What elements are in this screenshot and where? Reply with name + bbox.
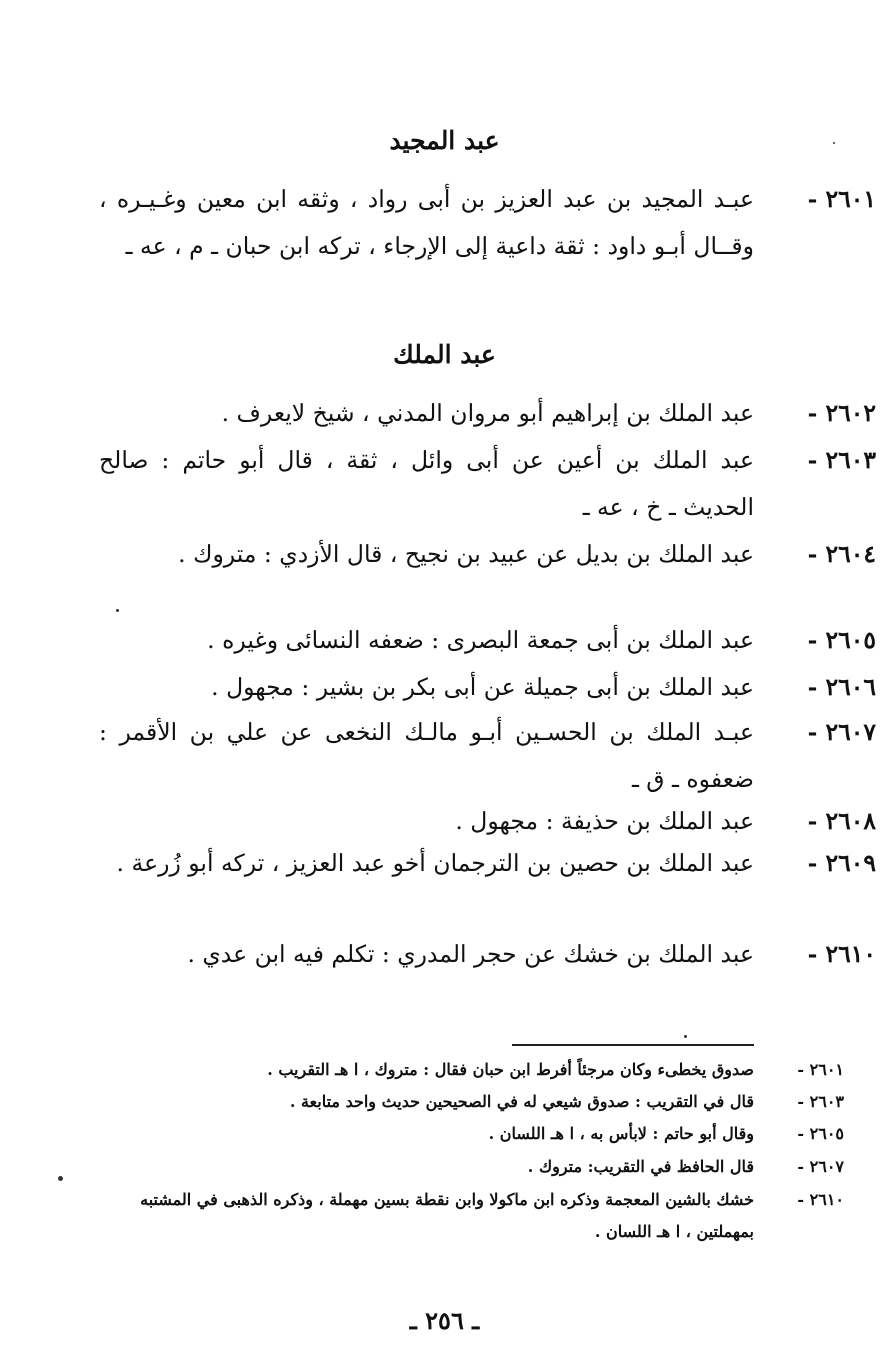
section-heading-abd-al-malik: عبد الملك [393,340,496,369]
entry-number: ٢٦١٠ - [807,940,876,968]
footnote-text: صدوق يخطىء وكان مرجئاً أفرط ابن حبان فقال : متروك ، ا هـ التقريب . [267,1060,754,1079]
entry-number: ٢٦٠٣ - [807,446,876,474]
footnote-2605 [124,1118,844,1150]
footnote-text: خشك بالشين المعجمة وذكره ابن ماكولا وابن نقطة بسين مهملة ، وذكره الذهبى في المشتبه بمهملتين ، ا هـ اللسان . [140,1190,754,1241]
entry-text: عبد الملك بن أعين عن أبى وائل ، ثقة ، قال أبو حاتم : صالح الحديث ـ خ ، عه ـ [99,446,754,521]
entry-2609 [99,840,876,887]
footnote-2607 [124,1151,844,1183]
entry-2608 [99,798,876,845]
footnote-text: قال الحافظ في التقريب: متروك . [527,1157,754,1176]
entry-number: ٢٦٠٨ - [807,807,876,835]
entry-text: عبد الملك بن حذيفة : مجهول . [455,807,754,835]
entry-2603 [99,437,876,531]
entry-2610 [99,931,876,978]
entry-text: عبد الملك بن خشك عن حجر المدري : تكلم فيه ابن عدي . [187,940,754,968]
entry-2606 [99,664,876,711]
scan-speck [58,1176,63,1181]
page-number: ـ ٢٥٦ ـ [409,1306,480,1335]
entry-text: عبـد المجيد بن عبد العزيز بن أبى رواد ، وثقه ابن معين وغـيـره ، وقــال أبـو داود : ثقة داعية إلى الإرجاء ، تركه ابن حبان ـ م ، عه ـ [99,185,754,260]
entry-number: ٢٦٠٤ - [807,540,876,568]
entry-number: ٢٦٠٦ - [807,673,876,701]
entry-text: عبـد الملك بن الحسـين أبـو مالـك النخعى عن علي بن الأقمر : ضعفوه ـ ق ـ [99,718,754,793]
entry-text: عبد الملك بن إبراهيم أبو مروان المدني ، شيخ لايعرف . [221,399,754,427]
entry-2604 [99,531,876,578]
footnote-number: ٢٦١٠ - [797,1190,844,1209]
footnote-number: ٢٦٠٣ - [797,1092,844,1111]
entry-2602 [99,390,876,437]
entry-2607 [99,709,876,803]
footnote-2610 [124,1184,844,1248]
footnote-text: قال في التقريب : صدوق شيعي له في الصحيحين حديث واحد متابعة . [289,1092,754,1111]
entry-text: عبد الملك بن حصين بن الترجمان أخو عبد العزيز ، تركه أبو زُرعة . [116,849,754,877]
footnote-number: ٢٦٠٥ - [797,1124,844,1143]
entry-number: ٢٦٠٧ - [807,718,876,746]
footnote-2601 [124,1054,844,1086]
entry-2601 [99,176,876,270]
entry-number: ٢٦٠١ - [807,185,876,213]
scan-speck [684,1035,687,1038]
footnote-number: ٢٦٠١ - [797,1060,844,1079]
footnote-text: وقال أبو حاتم : لابأس به ، ا هـ اللسان . [488,1124,754,1143]
footnote-2603 [124,1086,844,1118]
entry-text: عبد الملك بن أبى جميلة عن أبى بكر بن بشير : مجهول . [211,673,754,701]
entry-text: عبد الملك بن أبى جمعة البصرى : ضعفه النسائى وغيره . [207,626,754,654]
entry-number: ٢٦٠٢ - [807,399,876,427]
scan-speck [116,609,119,612]
entry-text: عبد الملك بن بديل عن عبيد بن نجيح ، قال الأزدي : متروك . [178,540,754,568]
scan-speck [833,142,835,144]
entry-number: ٢٦٠٩ - [807,849,876,877]
entry-2605 [99,617,876,664]
entry-number: ٢٦٠٥ - [807,626,876,654]
footnote-separator [512,1044,754,1046]
footnote-number: ٢٦٠٧ - [797,1157,844,1176]
section-heading-abd-al-majid: عبد المجيد [389,126,500,155]
